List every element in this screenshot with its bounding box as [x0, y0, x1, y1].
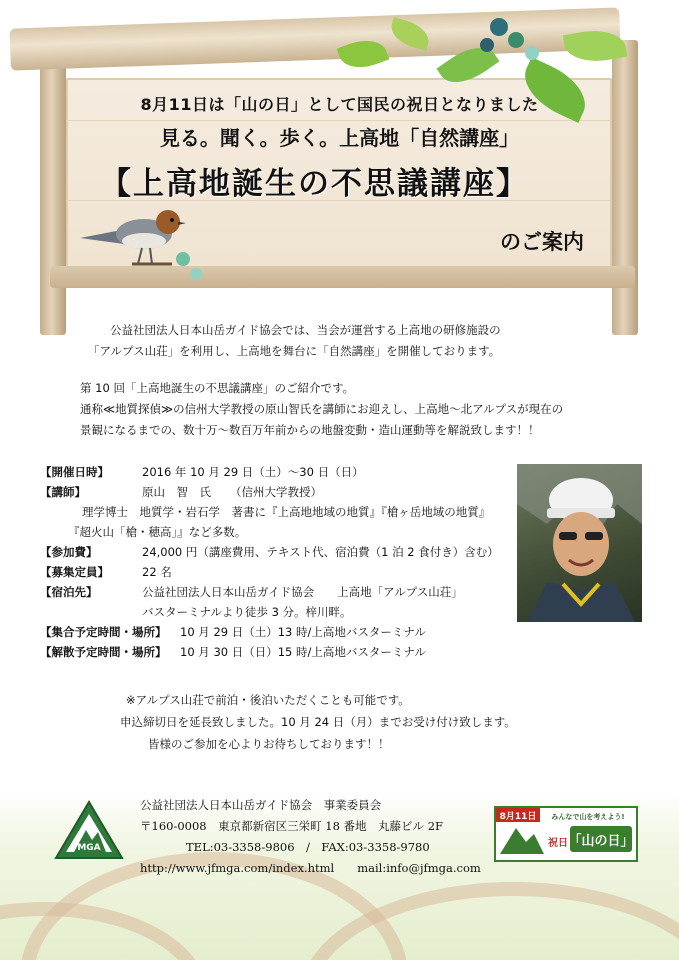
lecturer-bio: 『超火山「槍・穂高」』など多数。	[68, 525, 247, 539]
intro-line: 「アルプス山荘」を利用し、上高地を舞台に「自然講座」を開催しております。	[88, 344, 501, 358]
bird-illustration-icon	[72, 198, 192, 274]
note-line: 申込締切日を延長致しました。10 月 24 日（月）までお受け付け致します。	[120, 715, 516, 729]
web-mail: http://www.jfmga.com/index.html mail:info@jfmga.com	[140, 861, 481, 875]
lecturer-label: 【講師】	[40, 485, 86, 499]
intro-paragraph-2	[80, 378, 620, 441]
badge-date: 8月11日	[499, 812, 537, 822]
note-line: 皆様のご参加を心よりお待ちしております！！	[148, 737, 390, 751]
intro-line: 第 10 回「上高地誕生の不思議講座」のご紹介です。	[80, 381, 355, 395]
lecturer-photo	[517, 464, 642, 622]
fee-label: 【参加費】	[40, 545, 98, 559]
org-name: 公益社団法人日本山岳ガイド協会 事業委員会	[140, 798, 382, 812]
badge-name: 「山の日」	[568, 834, 634, 849]
decorative-dot	[176, 252, 190, 266]
mountain-day-badge	[494, 806, 638, 862]
intro-line: 景観になるまでの、数十万〜数百万年前からの地盤変動・造山運動等を解説致します！！	[80, 423, 540, 437]
dismiss-label: 【解散予定時間・場所】	[40, 645, 167, 659]
date-value: 2016 年 10 月 29 日（土）〜30 日（日）	[142, 465, 364, 479]
logo-text: MGA	[77, 843, 101, 853]
title-suffix: のご案内	[500, 230, 584, 254]
capacity-value: 22 名	[142, 565, 172, 579]
intro-paragraph	[88, 320, 610, 362]
subtitle-tagline: 見る。聞く。歩く。上高地「自然講座」	[159, 126, 520, 150]
badge-tag: みんなで山を考えよう!	[551, 813, 625, 821]
capacity-label: 【募集定員】	[40, 565, 109, 579]
intro-line: 公益社団法人日本山岳ガイド協会では、当会が運営する上高地の研修施設の	[110, 323, 501, 337]
lodging-label: 【宿泊先】	[40, 585, 98, 599]
intro-line: 通称≪地質探偵≫の信州大学教授の原山智氏を講師にお迎えし、上高地〜北アルプスが現在の	[80, 402, 564, 416]
contact-block	[140, 795, 500, 879]
lecturer-affiliation: （信州大学教授）	[230, 485, 322, 499]
meet-label: 【集合予定時間・場所】	[40, 625, 167, 639]
subtitle-holiday: 8月11日は「山の日」として国民の祝日となりました	[140, 95, 539, 114]
decorative-dot	[190, 268, 202, 280]
address: 〒160-0008 東京都新宿区三栄町 18 番地 丸藤ビル 2F	[140, 819, 443, 833]
lecturer-name: 原山 智 氏	[142, 485, 211, 499]
lodging-value: バスターミナルより徒歩 3 分。梓川畔。	[142, 605, 352, 619]
phone-fax: TEL:03-3358-9806 / FAX:03-3358-9780	[186, 840, 430, 854]
wooden-sign-header	[0, 0, 679, 335]
meet-value: 10 月 29 日（土）13 時/上高地バスターミナル	[180, 625, 426, 639]
notes-section	[120, 689, 600, 755]
mga-logo-icon	[54, 800, 124, 862]
sign-post-left	[40, 40, 66, 335]
lodging-value: 公益社団法人日本山岳ガイド協会 上高地「アルプス山荘」	[142, 585, 463, 599]
note-line: ※アルプス山荘で前泊・後泊いただくことも可能です。	[126, 693, 410, 707]
page-title: 【上高地誕生の不思議講座】	[100, 166, 529, 202]
fee-value: 24,000 円（講座費用、テキスト代、宿泊費（1 泊 2 食付き）含む）	[142, 545, 499, 559]
lecturer-bio: 理学博士 地質学・岩石学 著書に『上高地地域の地質』『槍ヶ岳地域の地質』	[82, 505, 491, 519]
dismiss-value: 10 月 30 日（日）15 時/上高地バスターミナル	[180, 645, 426, 659]
badge-holiday: 祝日	[548, 838, 568, 849]
date-label: 【開催日時】	[40, 465, 109, 479]
event-details	[40, 462, 510, 662]
